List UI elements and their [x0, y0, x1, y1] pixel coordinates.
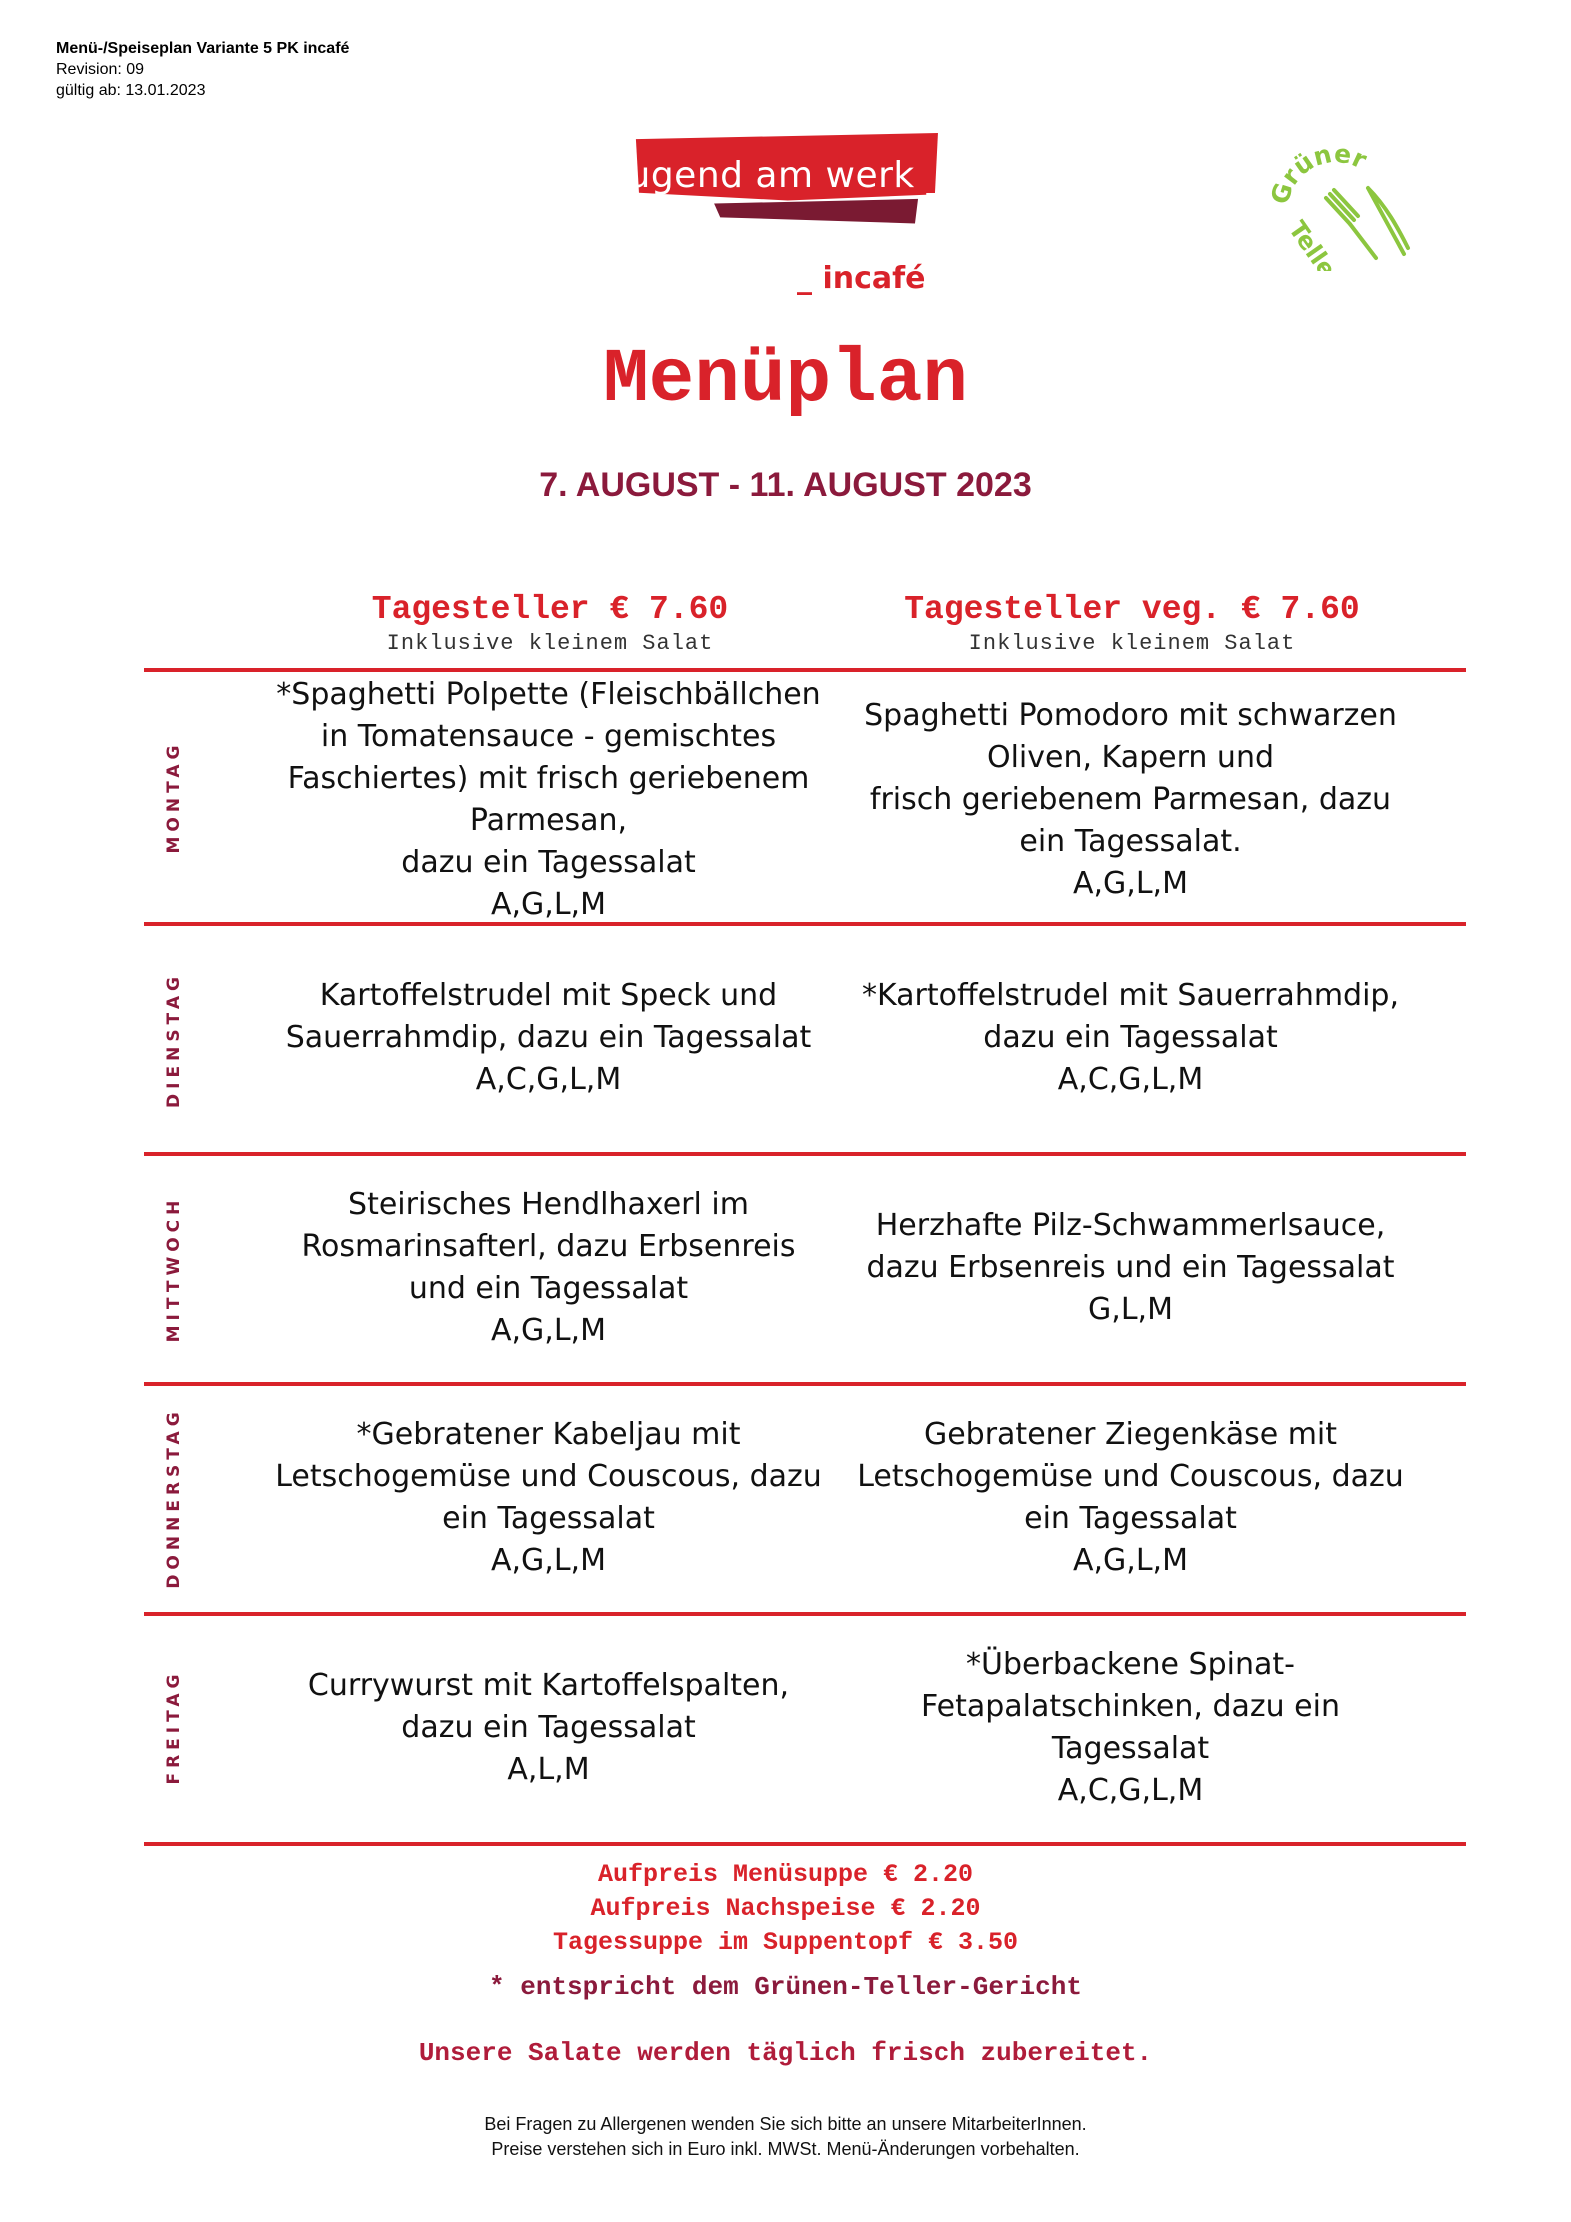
divider	[144, 1152, 1466, 1156]
page-title: Menüplan	[603, 337, 968, 423]
divider	[144, 1842, 1466, 1846]
doc-revision: Revision: 09	[56, 61, 145, 78]
divider	[144, 668, 1466, 672]
allergen-note: Bei Fragen zu Allergenen wenden Sie sich bitte an unsere MitarbeiterInnen.	[484, 2114, 1087, 2134]
jugend-am-werk-logo	[587, 133, 993, 303]
doc-title: Menü-/Speiseplan Variante 5 PK incafé	[56, 40, 350, 57]
menu-item-vegetarian: Spaghetti Pomodoro mit schwarzen Oliven, Kapern und frisch geriebenem Parmesan, dazu ein Tagessalat. A,G,L,M	[864, 698, 1397, 901]
column-subtitle: Inklusive kleinem Salat	[968, 631, 1296, 656]
divider	[144, 1382, 1466, 1386]
menu-item-vegetarian: Gebratener Ziegenkäse mit Letschogemüse und Couscous, dazu ein Tagessalat A,G,L,M	[857, 1417, 1404, 1578]
column-header-vegetarian	[832, 590, 1432, 658]
logo-brand-text: jugend am werk _	[617, 155, 946, 196]
price-note: Preise verstehen sich in Euro inkl. MWSt. Menü-Änderungen vorbehalten.	[491, 2139, 1080, 2159]
menu-item-regular: *Spaghetti Polpette (Fleischbällchen in Tomatensauce - gemischtes Faschiertes) mit frisch geriebenem Parmesan, dazu ein Tagessalat A,G,L,M	[276, 677, 821, 922]
fork-knife-icon	[1258, 136, 1418, 271]
menu-item-vegetarian: *Kartoffelstrudel mit Sauerrahmdip, dazu ein Tagessalat A,C,G,L,M	[861, 978, 1400, 1097]
document-header	[56, 38, 349, 101]
menu-item-regular: Currywurst mit Kartoffelspalten, dazu ein Tagessalat A,L,M	[307, 1668, 790, 1787]
gruener-teller-stamp	[1258, 136, 1418, 271]
stamp-line2: Teller	[1282, 215, 1349, 271]
menu-item-vegetarian: *Überbackene Spinat- Fetapalatschinken, dazu ein Tagessalat A,C,G,L,M	[921, 1647, 1340, 1808]
svg-text:Grüner	[1265, 139, 1372, 208]
surcharge-dessert: Aufpreis Nachspeise € 2.20	[590, 1894, 981, 1923]
surcharge-soup: Aufpreis Menüsuppe € 2.20	[597, 1860, 974, 1889]
soup-pot-price: Tagessuppe im Suppentopf € 3.50	[552, 1928, 1019, 1957]
column-price: Tagesteller veg. € 7.60	[904, 591, 1360, 628]
menu-item-vegetarian: Herzhafte Pilz-Schwammerlsauce, dazu Erbsenreis und ein Tagessalat G,L,M	[866, 1208, 1395, 1327]
menu-item-regular: Steirisches Hendlhaxerl im Rosmarinsafterl, dazu Erbsenreis und ein Tagessalat A,G,L,M	[301, 1187, 796, 1348]
green-plate-note: * entspricht dem Grünen-Teller-Gericht	[489, 1972, 1082, 2002]
salad-note: Unsere Salate werden täglich frisch zubereitet.	[418, 2038, 1153, 2068]
column-subtitle: Inklusive kleinem Salat	[386, 631, 714, 656]
menu-item-regular: *Gebratener Kabeljau mit Letschogemüse und Couscous, dazu ein Tagessalat A,G,L,M	[275, 1417, 822, 1578]
divider	[144, 1612, 1466, 1616]
date-range: 7. AUGUST - 11. AUGUST 2023	[539, 466, 1032, 504]
stamp-line1: Grüner	[1264, 138, 1372, 208]
menu-item-regular: Kartoffelstrudel mit Speck und Sauerrahmdip, dazu ein Tagessalat A,C,G,L,M	[285, 978, 812, 1097]
column-header-regular	[250, 590, 850, 658]
logo-sub-text: _ incafé	[797, 261, 926, 296]
doc-valid-from: gültig ab: 13.01.2023	[56, 82, 206, 99]
column-price: Tagesteller € 7.60	[371, 591, 729, 628]
